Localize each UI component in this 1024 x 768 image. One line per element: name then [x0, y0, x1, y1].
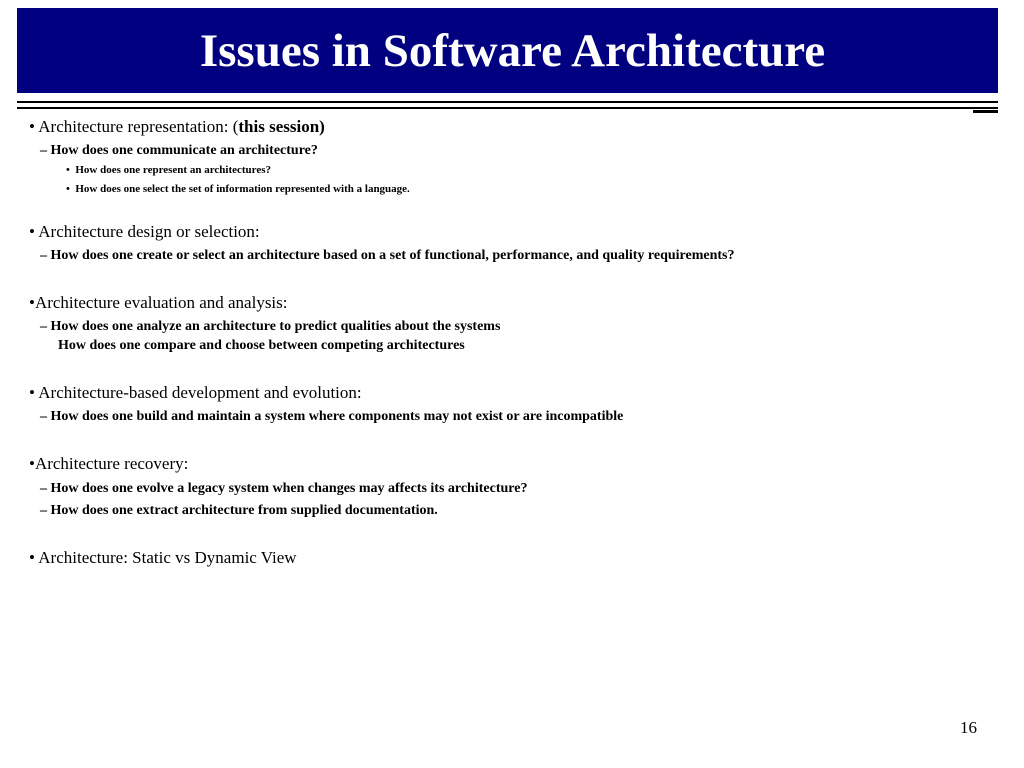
bullet-design: • Architecture design or selection: [29, 222, 260, 241]
subsub-bullet-marker: • [66, 183, 70, 195]
subsub-bullet-marker: • [66, 164, 70, 176]
title-bar [17, 8, 998, 93]
divider-tab-mark [973, 110, 998, 113]
sub-bullet-communicate: – How does one communicate an architecture? [40, 143, 318, 158]
sub-bullet-analyze: – How does one analyze an architecture to predict qualities about the systems [40, 319, 501, 334]
subsub-bullet-select-text: How does one select the set of information represented with a language. [75, 183, 410, 195]
sub-bullet-compare: How does one compare and choose between competing architectures [58, 338, 465, 353]
divider-rule-top [17, 101, 998, 103]
sub-bullet-extract: – How does one extract architecture from supplied documentation. [40, 503, 438, 518]
bullet-representation [29, 118, 325, 135]
bullet-evaluation: •Architecture evaluation and analysis: [29, 293, 288, 312]
sub-bullet-evolve-legacy: – How does one evolve a legacy system when changes may affects its architecture? [40, 481, 528, 496]
bullet-static-dynamic: • Architecture: Static vs Dynamic View [29, 548, 297, 567]
slide-title: Issues in Software Architecture [199, 24, 826, 77]
subsub-bullet-select [66, 184, 410, 195]
bullet-recovery: •Architecture recovery: [29, 454, 189, 473]
page-number: 16 [960, 718, 977, 737]
bullet-representation-text: • Architecture representation: ( [29, 117, 239, 136]
divider-rule-bottom [17, 107, 998, 109]
subsub-bullet-represent [66, 165, 271, 176]
bullet-development: • Architecture-based development and evolution: [29, 383, 362, 402]
sub-bullet-build-maintain: – How does one build and maintain a system where components may not exist or are incompatible [40, 409, 624, 424]
sub-bullet-create-select: – How does one create or select an architecture based on a set of functional, performance, and quality requirements? [40, 248, 735, 263]
subsub-bullet-represent-text: How does one represent an architectures? [75, 164, 271, 176]
bullet-representation-emphasis: this session) [238, 117, 325, 136]
